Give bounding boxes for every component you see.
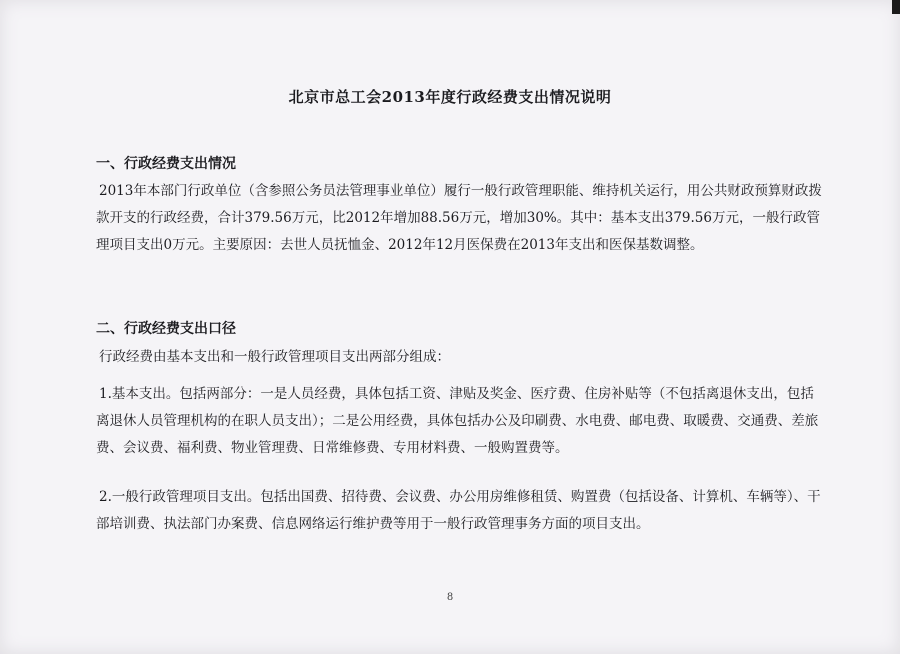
section-1-paragraph: 2013年本部门行政单位（含参照公务员法管理事业单位）履行一般行政管理职能、维持机关运行，用公共财政预算财政拨款开支的行政经费，合计379.56万元，比2012年增加88.56万元，增加30%。其中：基本支出379.56万元，一般行政管理项目支出0万元。主要原因：去世人员抚恤金、2012年12月医保费在2013年支出和医保基数调整。 [96, 183, 822, 253]
scan-corner-mark [892, 0, 900, 14]
section-2-heading: 二、行政经费支出口径 [96, 321, 236, 337]
section-2-intro: 行政经费由基本支出和一般行政管理项目支出两部分组成： [99, 349, 450, 365]
section-2-item-1: 1.基本支出。包括两部分：一是人员经费，具体包括工资、津贴及奖金、医疗费、住房补贴等（不包括离退休支出，包括离退休人员管理机构的在职人员支出）；二是公用经费，具体包括办公及印刷费、水电费、邮电费、取暖费、交通费、差旅费、会议费、福利费、物业管理费、日常维修费、专用材料费、一般购置费等。 [96, 386, 819, 456]
section-2-item-2: 2.一般行政管理项目支出。包括出国费、招待费、会议费、办公用房维修租赁、购置费（包括设备、计算机、车辆等）、干部培训费、执法部门办案费、信息网络运行维护费等用于一般行政管理事务方面的项目支出。 [96, 489, 821, 532]
section-1-heading: 一、行政经费支出情况 [96, 156, 236, 172]
document-title: 北京市总工会2013年度行政经费支出情况说明 [288, 88, 612, 106]
page-number: 8 [446, 592, 454, 603]
